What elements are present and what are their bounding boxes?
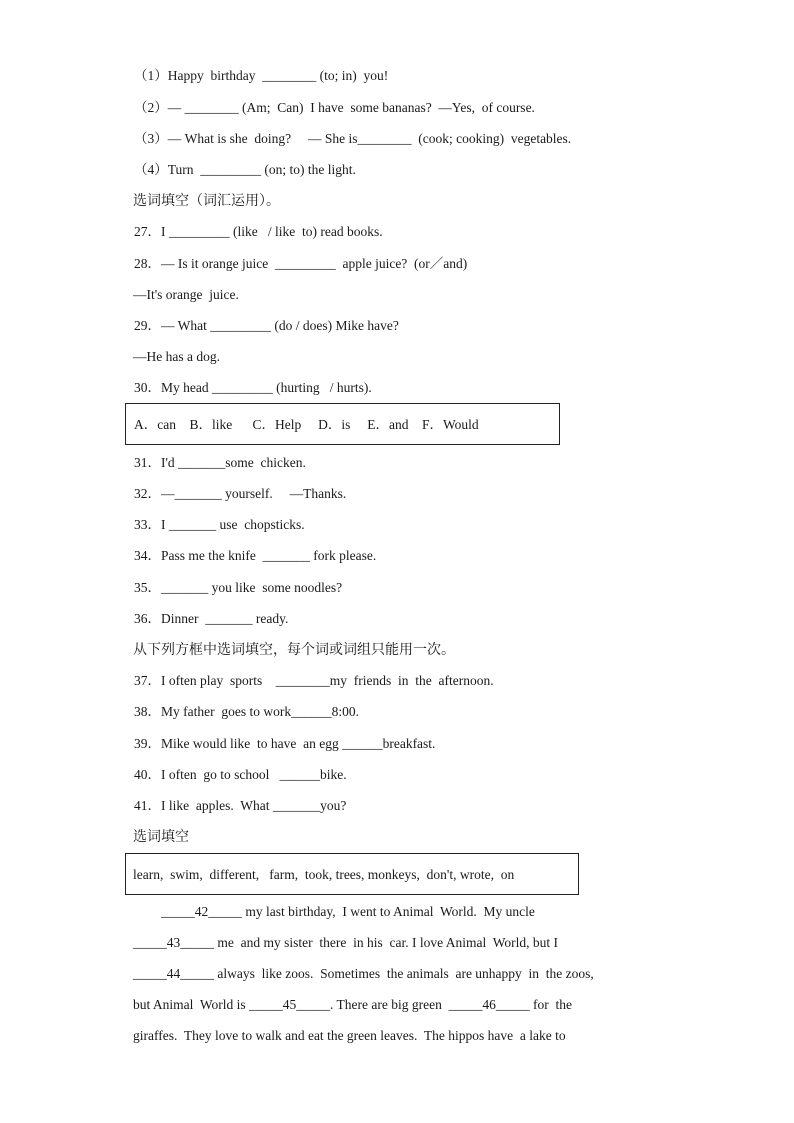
question-28-answer: —It's orange juice. — [133, 287, 239, 302]
section-title-vocabulary: 选词填空（词汇运用）。 — [133, 193, 280, 209]
question-4: （4）Turn _________ (on; to) the light. — [134, 162, 356, 177]
passage-line-1: _____42_____ my last birthday, I went to Animal World. My uncle — [161, 904, 535, 919]
question-41: 41．I like apples. What _______you? — [134, 798, 347, 813]
question-29-answer: —He has a dog. — [133, 349, 220, 364]
question-28: 28．— Is it orange juice _________ apple juice? (or／and) — [134, 256, 468, 271]
question-39: 39．Mike would like to have an egg ______breakfast. — [134, 736, 436, 751]
question-1: （1）Happy birthday ________ (to; in) you! — [134, 68, 389, 83]
question-33: 33．I _______ use chopsticks. — [134, 517, 305, 532]
word-bank-options: A．can B．like C．Help D．is E．and F．Would — [134, 417, 479, 432]
question-34: 34．Pass me the knife _______ fork please. — [134, 548, 377, 563]
question-2: （2）— ________ (Am; Can) I have some bananas? —Yes, of course. — [134, 100, 535, 115]
section-title-passage: 选词填空 — [133, 829, 189, 845]
question-36: 36．Dinner _______ ready. — [134, 611, 289, 626]
passage-line-5: giraffes. They love to walk and eat the green leaves. The hippos have a lake to — [133, 1028, 566, 1043]
passage-line-3: _____44_____ always like zoos. Sometimes the animals are unhappy in the zoos, — [133, 966, 594, 981]
question-29: 29．— What _________ (do / does) Mike have? — [134, 318, 399, 333]
passage-line-4: but Animal World is _____45_____. There are big green _____46_____ for the — [133, 997, 572, 1012]
question-3: （3）— What is she doing? — She is________ (cook; cooking) vegetables. — [134, 131, 572, 146]
question-35: 35．_______ you like some noodles? — [134, 580, 343, 595]
question-32: 32．—_______ yourself. —Thanks. — [134, 486, 347, 501]
word-bank-words: learn, swim, different, farm, took, trees, monkeys, don't, wrote, on — [133, 867, 515, 882]
question-40: 40．I often go to school ______bike. — [134, 767, 347, 782]
question-31: 31．I'd _______some chicken. — [134, 455, 306, 470]
word-bank-box-1 — [125, 403, 560, 445]
question-30: 30．My head _________ (hurting / hurts). — [134, 380, 372, 395]
section-title-box-fill: 从下列方框中选词填空，每个词或词组只能用一次。 — [133, 642, 455, 658]
question-37: 37．I often play sports ________my friends in the afternoon. — [134, 673, 494, 688]
question-27: 27．I _________ (like / like to) read books. — [134, 224, 383, 239]
passage-line-2: _____43_____ me and my sister there in his car. I love Animal World, but I — [133, 935, 558, 950]
question-38: 38．My father goes to work______8:00. — [134, 704, 359, 719]
word-bank-box-2 — [125, 853, 579, 895]
